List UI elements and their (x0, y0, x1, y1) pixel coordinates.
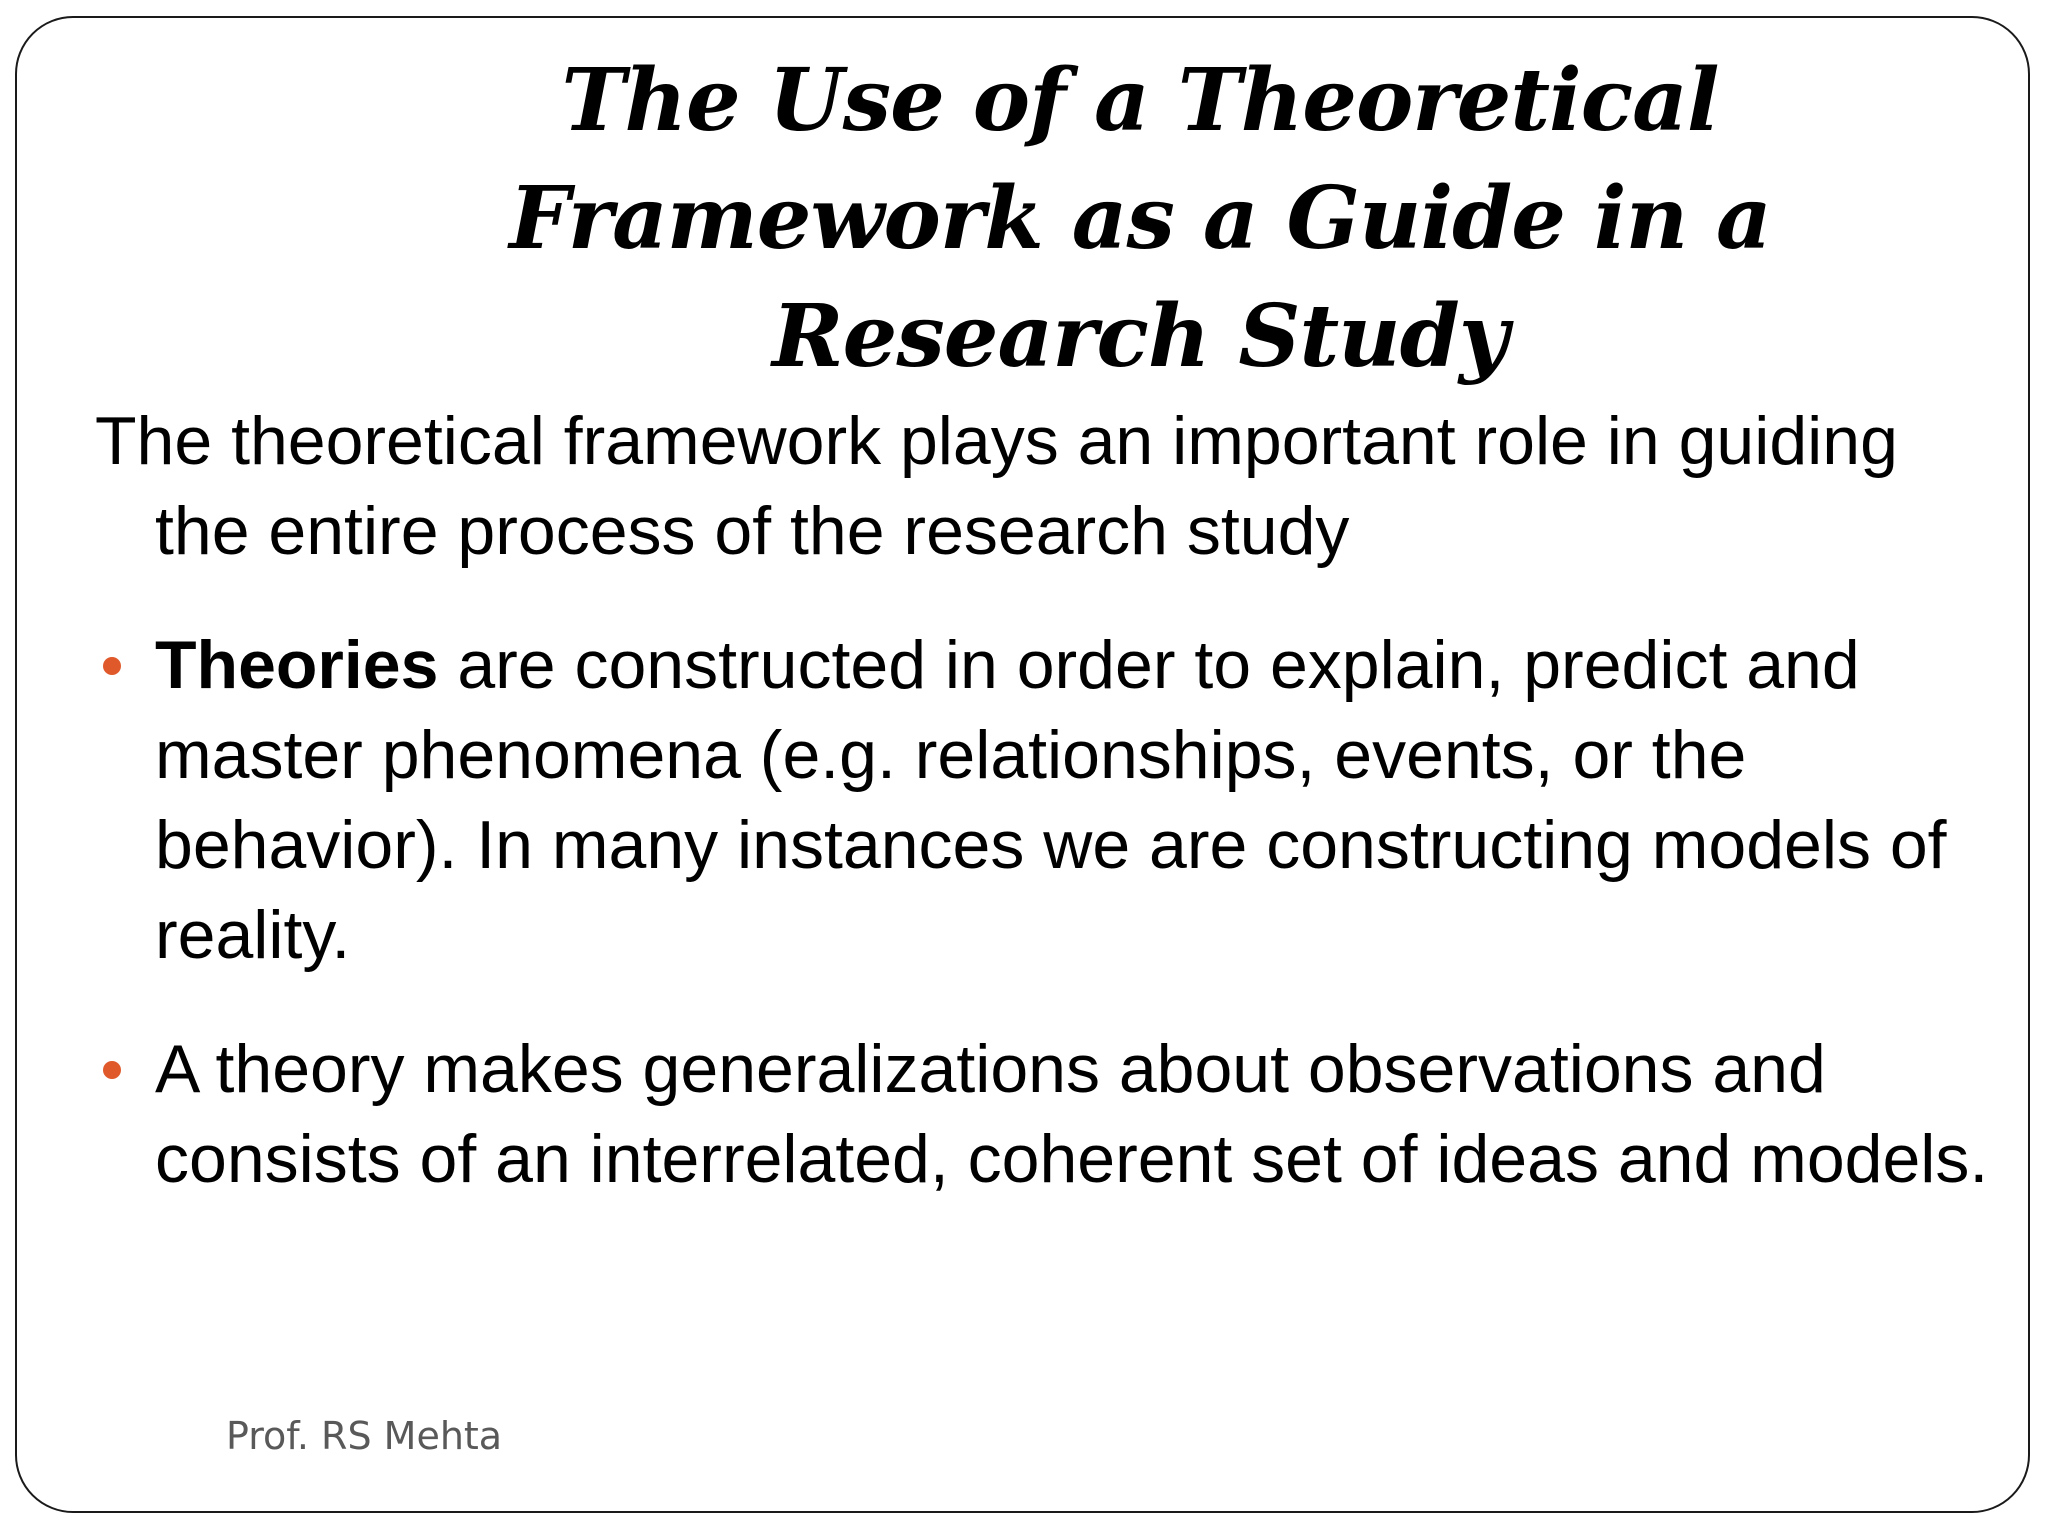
bullet-item-generalizations (95, 1024, 1995, 1204)
bullet-text: are constructed in order to explain, predict and master phenomena (e.g. relationships, events, or the behavior). In many instances we are constructing models of reality. (155, 627, 1947, 973)
bullet-dot-icon (103, 657, 121, 675)
bullet-item-theories (95, 620, 1995, 980)
intro-paragraph: The theoretical framework plays an important role in guiding the entire process of the research study (95, 403, 1898, 569)
bullet-bold-term: Theories (155, 627, 439, 703)
slide-body (95, 396, 1995, 1248)
footer-author: Prof. RS Mehta (226, 1414, 503, 1458)
bullet-text: A theory makes generalizations about observations and consists of an interrelated, coherent set of ideas and models. (155, 1031, 1989, 1197)
slide-title: The Use of a Theoretical Framework as a Guide in a Research Study (509, 50, 1771, 387)
bullet-dot-icon (103, 1061, 121, 1079)
